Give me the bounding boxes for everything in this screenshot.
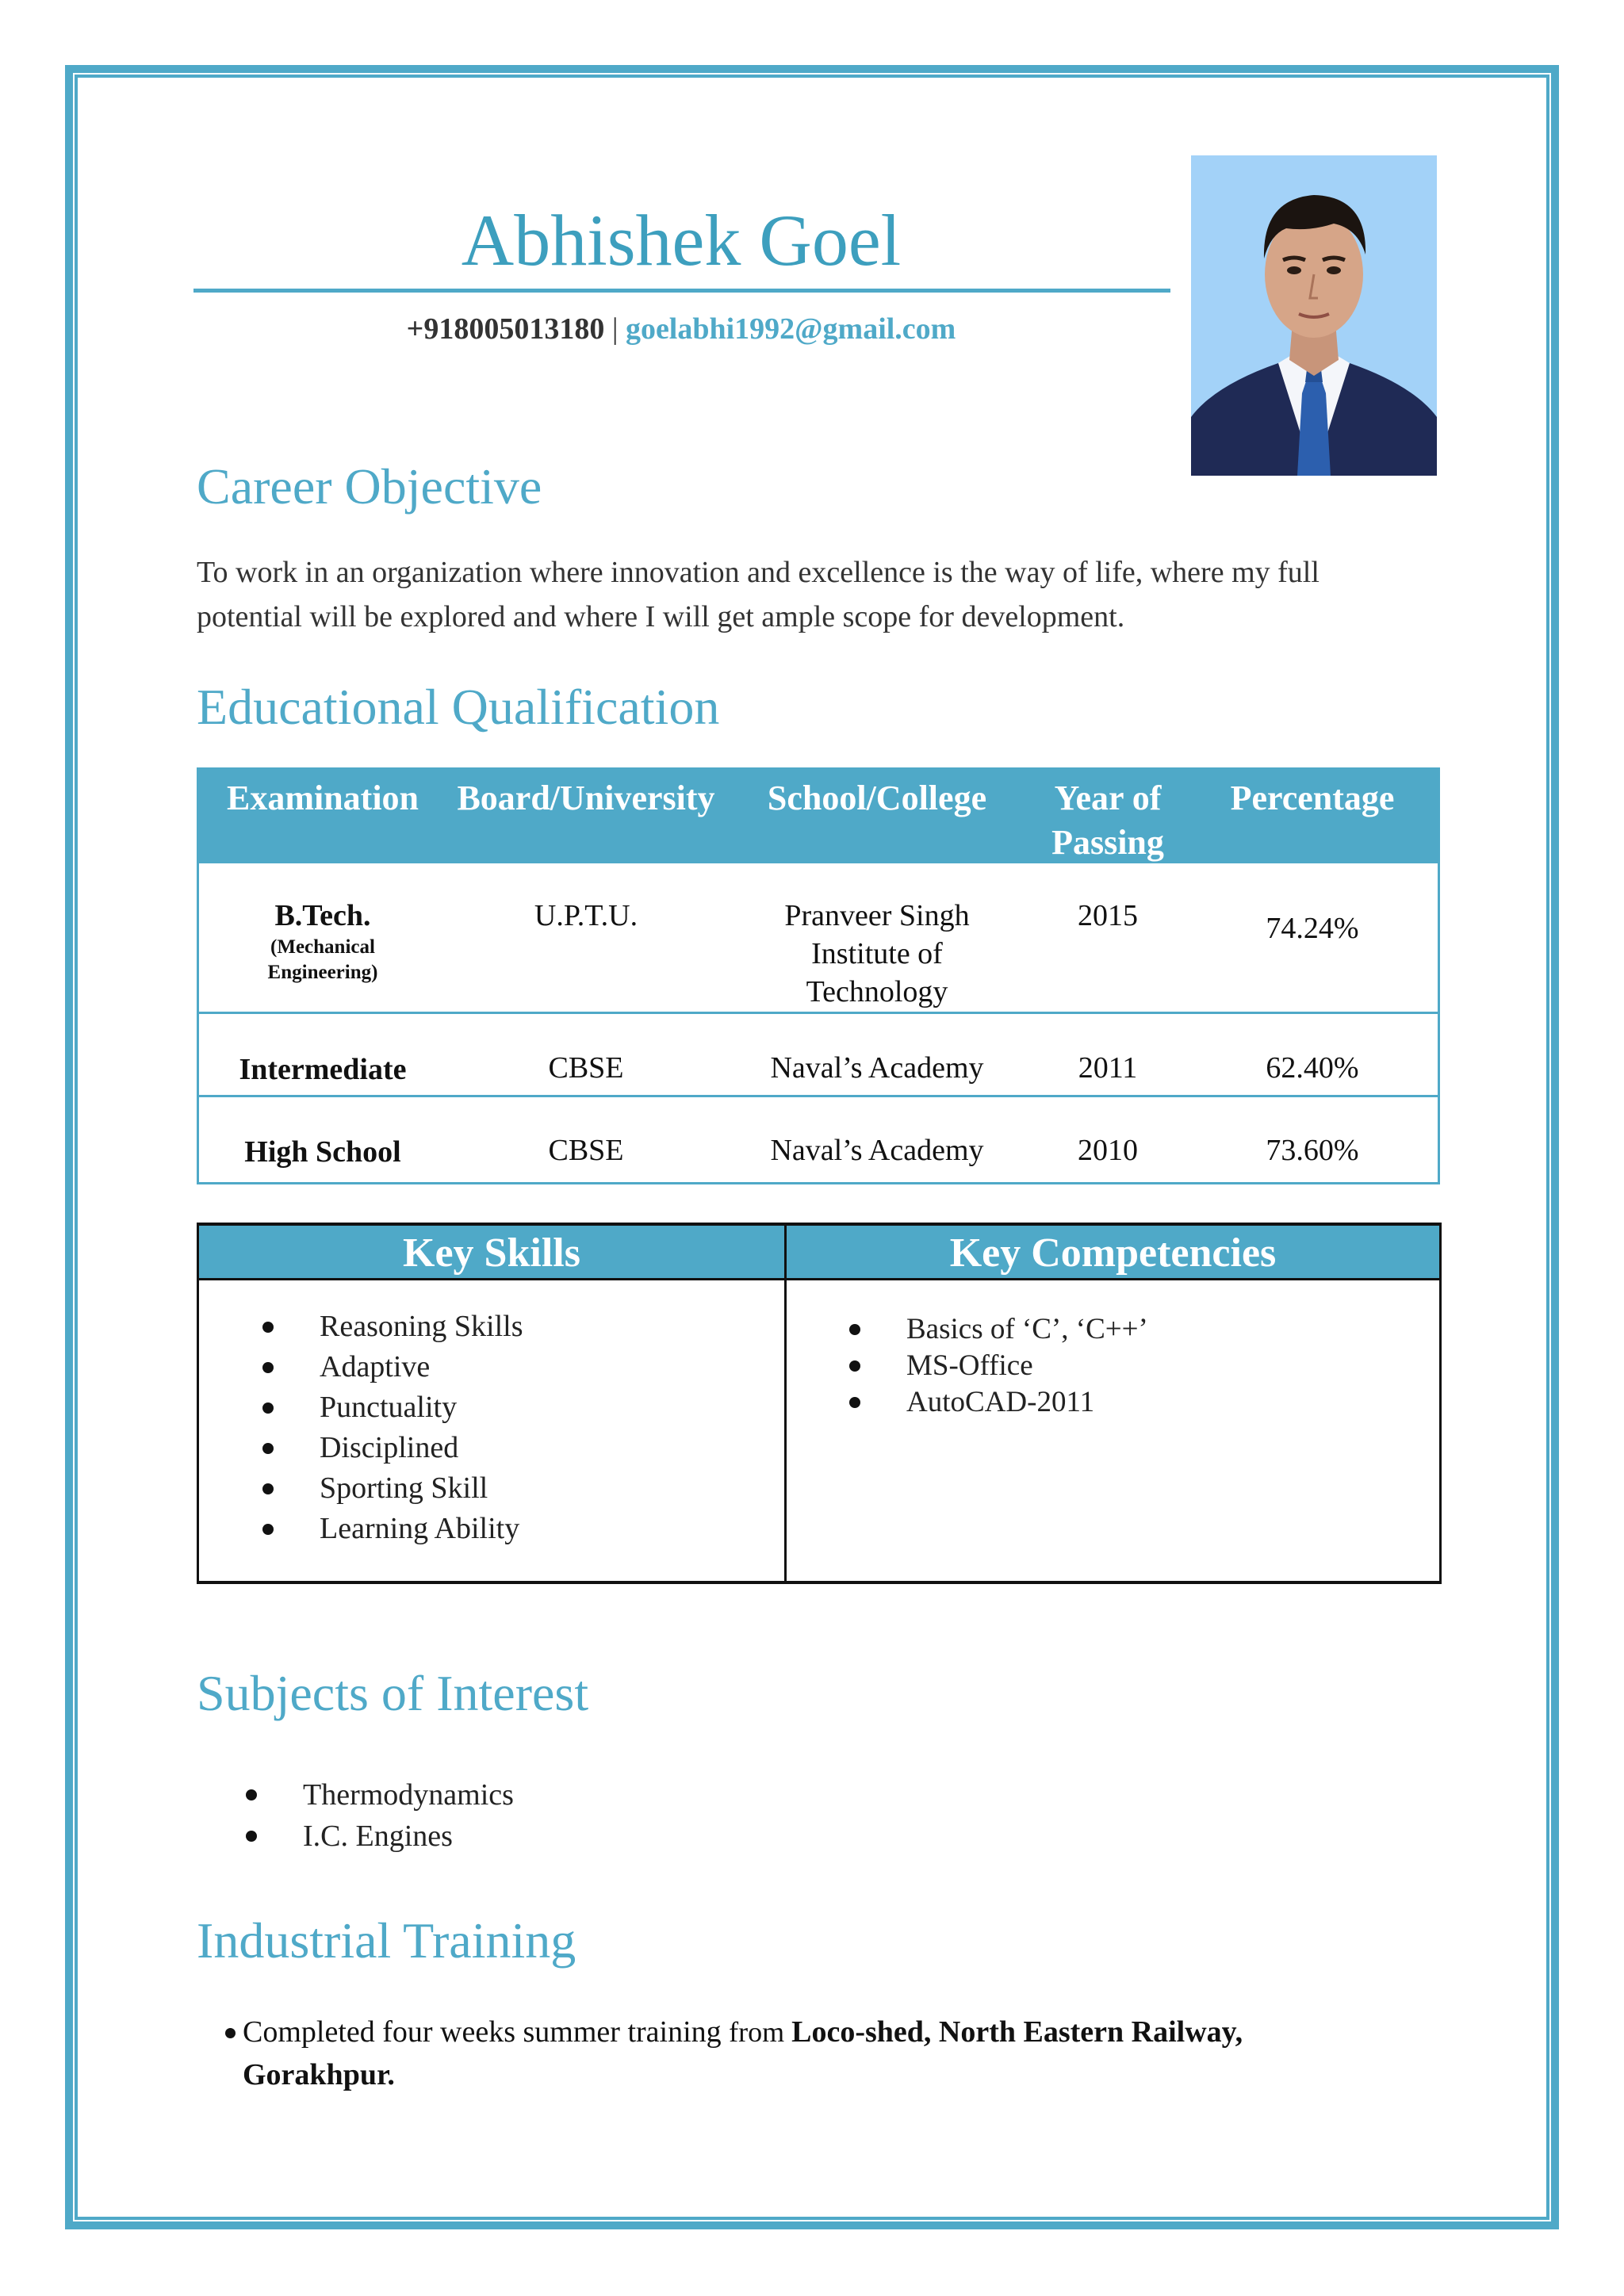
bullet-icon bbox=[225, 2028, 236, 2038]
list-item: Basics of ‘C’, ‘C++’ bbox=[849, 1311, 1148, 1348]
list-item: Punctuality bbox=[262, 1387, 523, 1428]
table-row-2-exam: Intermediate bbox=[239, 1053, 407, 1086]
col-year-of-passing bbox=[1028, 776, 1187, 865]
phone-number: +918005013180 bbox=[406, 312, 605, 346]
row-divider-2 bbox=[199, 1095, 1438, 1097]
key-skills-list bbox=[262, 1307, 523, 1549]
table-row-2-school: Naval’s Academy bbox=[770, 1051, 984, 1085]
col-year-line-1: Year of bbox=[1054, 779, 1162, 817]
list-item: Adaptive bbox=[262, 1347, 523, 1387]
exam-btech-sub-2: Engineering) bbox=[267, 962, 378, 983]
list-item: Reasoning Skills bbox=[262, 1307, 523, 1347]
exam-btech-sub-1: (Mechanical bbox=[270, 936, 375, 958]
exam-btech: B.Tech. bbox=[274, 899, 371, 932]
contact-separator: | bbox=[611, 312, 619, 346]
candidate-name: Abhishek Goel bbox=[461, 200, 902, 281]
career-objective-line-1: To work in an organization where innovation and excellence is the way of life, where my full bbox=[197, 556, 1320, 589]
training-city: Gorakhpur. bbox=[243, 2058, 395, 2091]
training-text-2: from bbox=[729, 2016, 792, 2048]
table-row-1-year: 2015 bbox=[1078, 899, 1138, 932]
career-objective-heading: Career Objective bbox=[197, 458, 542, 515]
skills-table bbox=[197, 1223, 1442, 1584]
bullet-icon bbox=[262, 1524, 274, 1535]
skills-column-divider bbox=[784, 1226, 787, 1581]
training-item bbox=[243, 2011, 1416, 2096]
education-heading: Educational Qualification bbox=[197, 679, 720, 735]
table-row-1-exam bbox=[199, 897, 446, 985]
bullet-icon bbox=[262, 1362, 274, 1373]
bullet-icon bbox=[849, 1360, 860, 1372]
school-line-3: Technology bbox=[806, 975, 948, 1008]
col-board-university: Board/University bbox=[457, 779, 715, 817]
col-percentage: Percentage bbox=[1230, 779, 1395, 817]
list-item: I.C. Engines bbox=[246, 1816, 514, 1857]
education-table-header bbox=[199, 770, 1438, 863]
key-competencies-heading: Key Competencies bbox=[949, 1230, 1277, 1276]
table-row-3-percentage: 73.60% bbox=[1266, 1134, 1359, 1167]
training-location: Loco-shed, North Eastern Railway, bbox=[791, 2015, 1243, 2049]
bullet-icon bbox=[246, 1789, 257, 1800]
col-school-college: School/College bbox=[767, 779, 987, 817]
bullet-icon bbox=[849, 1324, 860, 1335]
bullet-icon bbox=[246, 1831, 257, 1842]
key-skills-heading: Key Skills bbox=[403, 1230, 580, 1276]
table-row-3-board: CBSE bbox=[548, 1134, 624, 1167]
list-item: AutoCAD-2011 bbox=[849, 1384, 1148, 1421]
table-row-1-percentage: 74.24% bbox=[1266, 912, 1359, 945]
list-item: Sporting Skill bbox=[262, 1468, 523, 1509]
table-row-2-board: CBSE bbox=[548, 1051, 624, 1085]
table-row-2-percentage: 62.40% bbox=[1266, 1051, 1359, 1085]
subjects-list bbox=[246, 1774, 514, 1857]
contact-line bbox=[193, 309, 1169, 349]
list-item: Learning Ability bbox=[262, 1509, 523, 1549]
table-row-1-board: U.P.T.U. bbox=[534, 899, 638, 932]
education-table bbox=[197, 767, 1440, 1184]
subjects-heading: Subjects of Interest bbox=[197, 1665, 589, 1721]
list-item: Thermodynamics bbox=[246, 1774, 514, 1816]
row-divider-1 bbox=[199, 1012, 1438, 1014]
table-row-3-year: 2010 bbox=[1078, 1134, 1138, 1167]
training-heading: Industrial Training bbox=[197, 1912, 576, 1969]
bullet-icon bbox=[262, 1322, 274, 1333]
col-year-line-2: Passing bbox=[1051, 823, 1164, 862]
table-row-3-school: Naval’s Academy bbox=[770, 1134, 984, 1167]
email-link[interactable]: goelabhi1992@gmail.com bbox=[625, 312, 956, 346]
bullet-icon bbox=[849, 1397, 860, 1408]
profile-photo-illustration bbox=[1191, 155, 1437, 476]
table-row-1-school bbox=[726, 897, 1028, 1011]
table-row-3-exam: High School bbox=[244, 1135, 401, 1169]
list-item: Disciplined bbox=[262, 1428, 523, 1468]
list-item: MS-Office bbox=[849, 1348, 1148, 1384]
table-row-2-year: 2011 bbox=[1078, 1051, 1138, 1085]
name-underline bbox=[193, 289, 1170, 293]
col-examination: Examination bbox=[226, 779, 419, 817]
school-line-1: Pranveer Singh bbox=[784, 899, 970, 932]
bullet-icon bbox=[262, 1443, 274, 1454]
training-text-1: Completed four weeks summer training bbox=[243, 2015, 730, 2049]
school-line-2: Institute of bbox=[811, 937, 943, 970]
profile-photo bbox=[1191, 155, 1437, 476]
key-competencies-list bbox=[849, 1311, 1148, 1421]
career-objective-line-2: potential will be explored and where I will get ample scope for development. bbox=[197, 600, 1125, 633]
bullet-icon bbox=[262, 1483, 274, 1494]
bullet-icon bbox=[262, 1402, 274, 1414]
skills-table-header bbox=[199, 1226, 1439, 1280]
